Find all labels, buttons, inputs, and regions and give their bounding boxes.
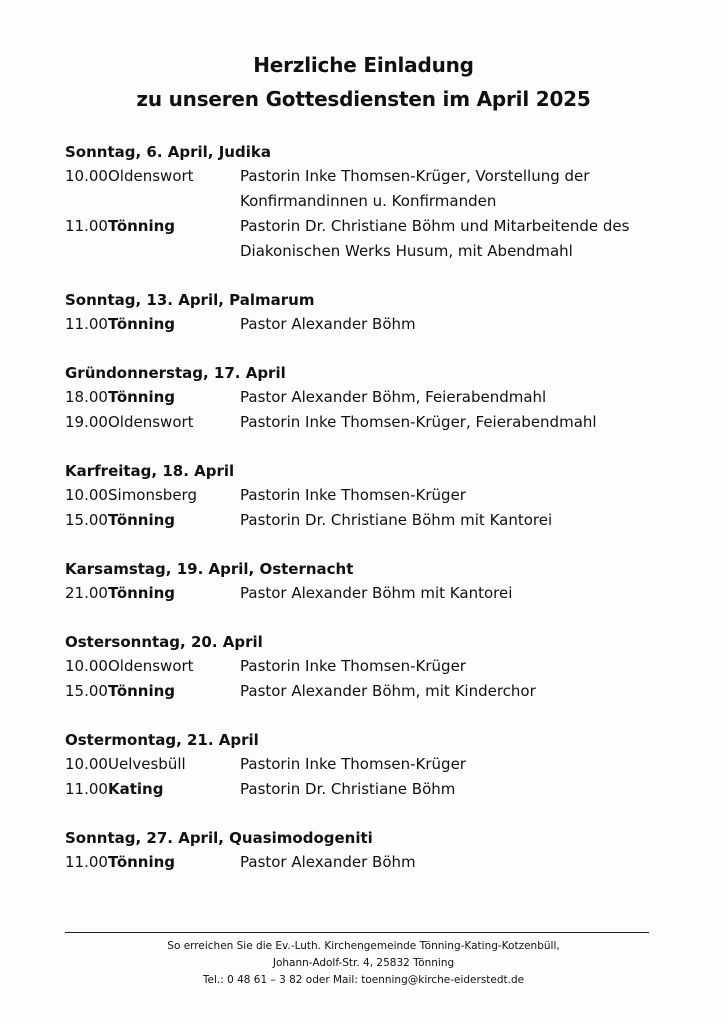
footer-line-2: Johann-Adolf-Str. 4, 25832 Tönning [272, 957, 455, 969]
contact-footer [0, 938, 727, 989]
service-entry [65, 508, 665, 533]
day-block [65, 630, 665, 704]
day-block [65, 361, 665, 435]
footer-line-1: So erreichen Sie die Ev.-Luth. Kirchengemeinde Tönning-Kating-Kotzenbüll, [167, 940, 560, 952]
service-time: 18.00 [65, 388, 108, 406]
day-block [65, 288, 665, 337]
service-location: Tönning [108, 682, 176, 700]
service-entry [65, 850, 665, 875]
service-location: Simonsberg [108, 486, 197, 504]
service-schedule [65, 140, 665, 899]
service-entry [65, 679, 665, 704]
title-line-1: Herzliche Einladung [253, 53, 474, 77]
service-description: Pastorin Dr. Christiane Böhm [240, 780, 456, 798]
service-location: Oldenswort [108, 167, 194, 185]
service-description: Pastor Alexander Böhm mit Kantorei [240, 584, 513, 602]
service-location: Oldenswort [108, 657, 194, 675]
service-time: 10.00 [65, 486, 108, 504]
day-heading: Gründonnerstag, 17. April [65, 364, 286, 382]
service-time: 10.00 [65, 657, 108, 675]
service-description: Pastorin Dr. Christiane Böhm und Mitarbeitende des Diakonischen Werks Husum, mit Abendmahl [240, 217, 630, 260]
day-heading: Ostersonntag, 20. April [65, 633, 263, 651]
day-block [65, 826, 665, 875]
day-heading: Ostermontag, 21. April [65, 731, 259, 749]
service-location: Tönning [108, 315, 176, 333]
service-time: 10.00 [65, 167, 108, 185]
service-entry [65, 777, 665, 802]
service-description: Pastorin Inke Thomsen-Krüger, Feierabendmahl [240, 413, 597, 431]
service-description: Pastorin Inke Thomsen-Krüger [240, 755, 466, 773]
day-heading: Karfreitag, 18. April [65, 462, 235, 480]
service-time: 19.00 [65, 413, 108, 431]
day-heading: Sonntag, 6. April, Judika [65, 143, 271, 161]
service-time: 11.00 [65, 780, 108, 798]
service-description: Pastor Alexander Böhm [240, 315, 416, 333]
day-heading: Karsamstag, 19. April, Osternacht [65, 560, 354, 578]
service-location: Tönning [108, 217, 176, 235]
service-entry [65, 214, 665, 264]
service-location: Tönning [108, 584, 176, 602]
service-description: Pastorin Dr. Christiane Böhm mit Kantorei [240, 511, 553, 529]
service-entry [65, 385, 665, 410]
service-entry [65, 483, 665, 508]
day-heading: Sonntag, 27. April, Quasimodogeniti [65, 829, 373, 847]
day-block [65, 728, 665, 802]
service-description: Pastorin Inke Thomsen-Krüger [240, 657, 466, 675]
service-description: Pastor Alexander Böhm, mit Kinderchor [240, 682, 536, 700]
service-time: 21.00 [65, 584, 108, 602]
service-time: 15.00 [65, 511, 108, 529]
service-location: Oldenswort [108, 413, 194, 431]
service-location: Tönning [108, 388, 176, 406]
service-entry [65, 752, 665, 777]
service-description: Pastor Alexander Böhm [240, 853, 416, 871]
service-location: Kating [108, 780, 164, 798]
service-time: 10.00 [65, 755, 108, 773]
day-block [65, 140, 665, 264]
service-description: Pastorin Inke Thomsen-Krüger [240, 486, 466, 504]
day-block [65, 459, 665, 533]
service-time: 11.00 [65, 853, 108, 871]
service-entry [65, 164, 665, 214]
service-description: Pastorin Inke Thomsen-Krüger, Vorstellung der Konfirmandinnen u. Konfirmanden [240, 167, 590, 210]
service-location: Uelvesbüll [108, 755, 186, 773]
footer-divider [65, 932, 649, 933]
service-location: Tönning [108, 853, 176, 871]
service-description: Pastor Alexander Böhm, Feierabendmahl [240, 388, 547, 406]
service-entry [65, 410, 665, 435]
service-location: Tönning [108, 511, 176, 529]
footer-line-3: Tel.: 0 48 61 – 3 82 oder Mail: toenning@kirche-eiderstedt.de [202, 974, 525, 986]
service-entry [65, 312, 665, 337]
day-heading: Sonntag, 13. April, Palmarum [65, 291, 315, 309]
service-time: 15.00 [65, 682, 108, 700]
service-entry [65, 654, 665, 679]
title-line-2: zu unseren Gottesdiensten im April 2025 [136, 87, 591, 111]
service-time: 11.00 [65, 217, 108, 235]
day-block [65, 557, 665, 606]
service-time: 11.00 [65, 315, 108, 333]
page-title [0, 48, 727, 116]
service-entry [65, 581, 665, 606]
